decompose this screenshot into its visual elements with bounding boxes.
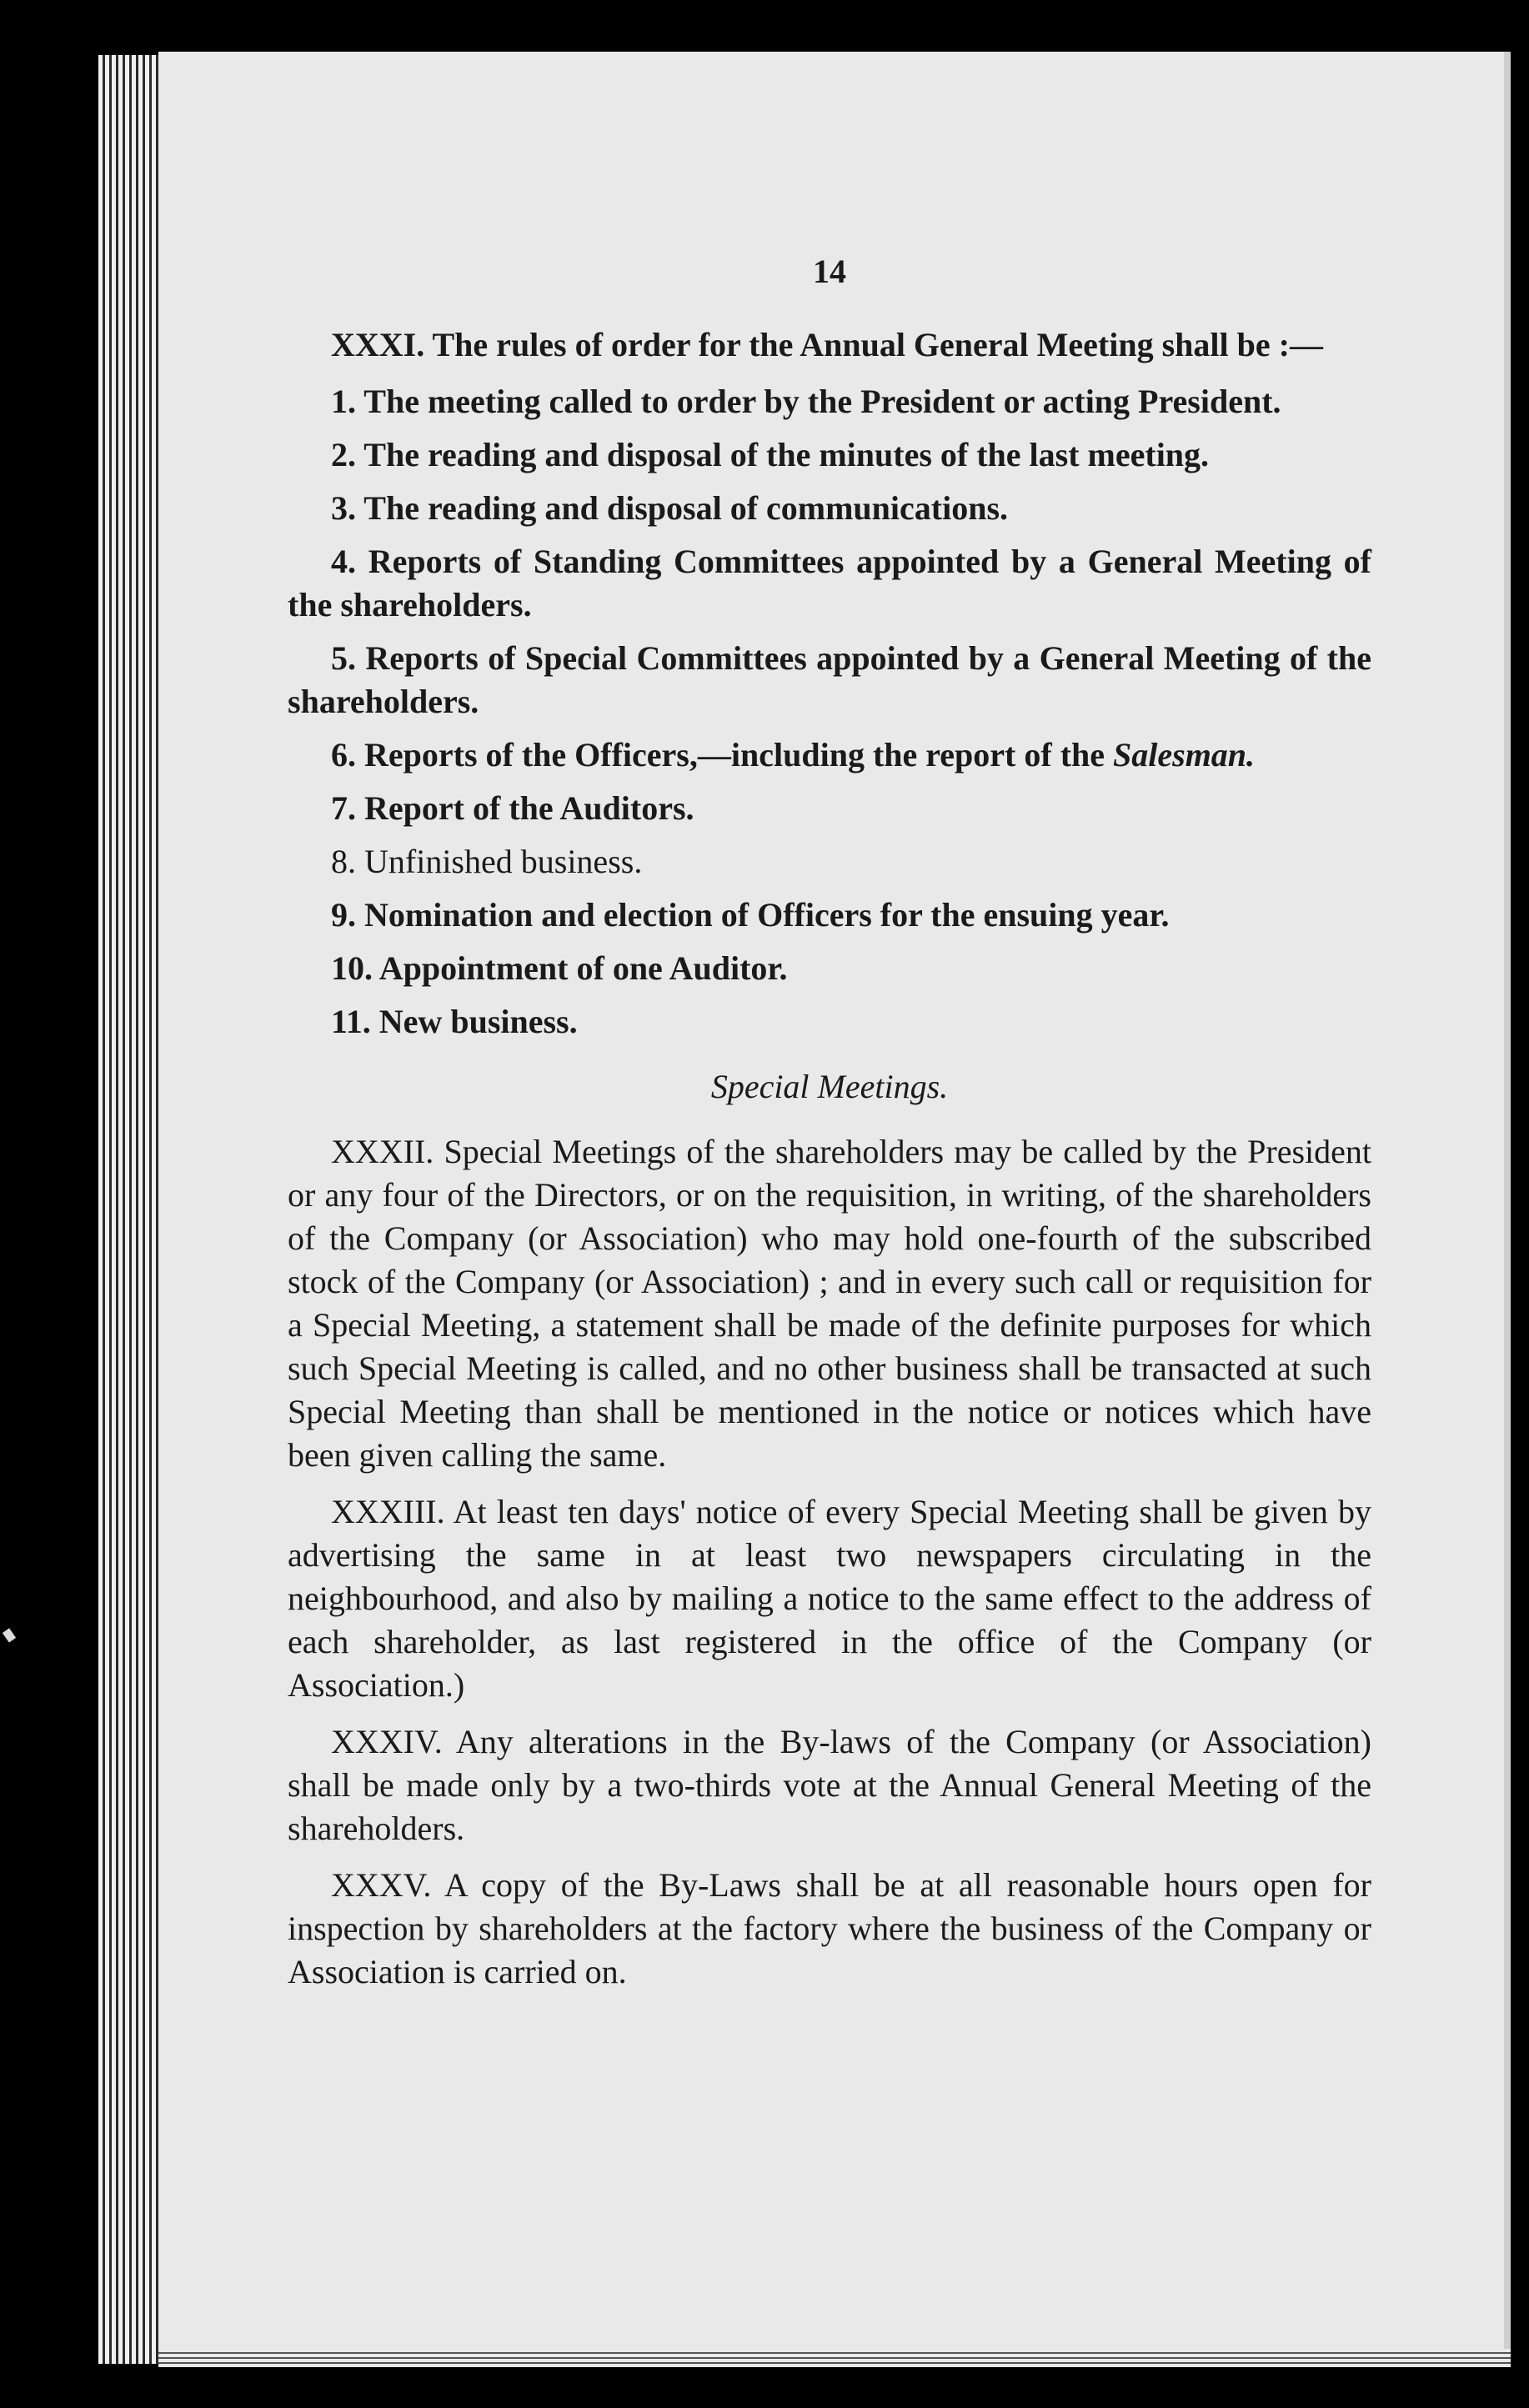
rule-item-7: 7. Report of the Auditors. xyxy=(331,789,694,827)
rule-item-11: 11. New business. xyxy=(331,1003,578,1040)
rule-item-5: 5. Reports of Special Committees appointed by a General Meeting of the shareholders. xyxy=(288,639,1371,720)
rule-item-10: 10. Appointment of one Auditor. xyxy=(331,949,788,987)
section-heading: Special Meetings. xyxy=(710,1068,949,1105)
rule-xxxv: XXXV. A copy of the By-Laws shall be at all reasonable hours open for inspection by shareholders at the factory where the business of the Company or Association is carried on. xyxy=(288,1866,1371,1990)
rule-item-6-italic: Salesman. xyxy=(1113,736,1256,773)
rule-xxxiv: XXXIV. Any alterations in the By-laws of the Company (or Association) shall be made only by a two-thirds vote at the Annual General Meeting of the shareholders. xyxy=(288,1723,1371,1847)
rule-item-6-text: 6. Reports of the Officers,—including the report of the xyxy=(331,736,1114,773)
rule-item-1: 1. The meeting called to order by the President or acting President. xyxy=(331,383,1281,420)
rule-xxxii: XXXII. Special Meetings of the shareholders may be called by the President or any four of the Directors, or on the requisition, in writing, of the shareholders of the Company (or Association) who may hold one-fourth of the subscribed stock of the Company (or Association) ; and in every such call or requisition for a Special Meeting, a statement shall be made of the definite purposes for which such Special Meeting is called, and no other business shall be transacted at such Special Meeting than shall be mentioned in the notice or notices which have been given calling the same. xyxy=(288,1133,1371,1474)
page-bottom-edge xyxy=(158,2349,1511,2367)
rule-xxxiii: XXXIII. At least ten days' notice of every Special Meeting shall be given by advertising the same in at least two newspapers circulating in the neighbourhood, and also by mailing a notice to the same effect to the address of each shareholder, as last registered in the office of the Company (or Association.) xyxy=(288,1493,1371,1704)
page-text xyxy=(288,250,1371,2007)
rule-item-2: 2. The reading and disposal of the minutes of the last meeting. xyxy=(331,436,1210,473)
rule-item-4: 4. Reports of Standing Committees appointed by a General Meeting of the shareholders. xyxy=(288,543,1371,623)
rule-xxxi-intro: XXXI. The rules of order for the Annual General Meeting shall be :— xyxy=(331,326,1323,363)
rule-item-8: 8. Unfinished business. xyxy=(331,843,643,880)
rule-item-6 xyxy=(288,733,1371,777)
rule-item-9: 9. Nomination and election of Officers for the ensuing year. xyxy=(331,896,1170,934)
page-number: 14 xyxy=(813,253,846,290)
rule-item-3: 3. The reading and disposal of communications. xyxy=(331,489,1009,527)
